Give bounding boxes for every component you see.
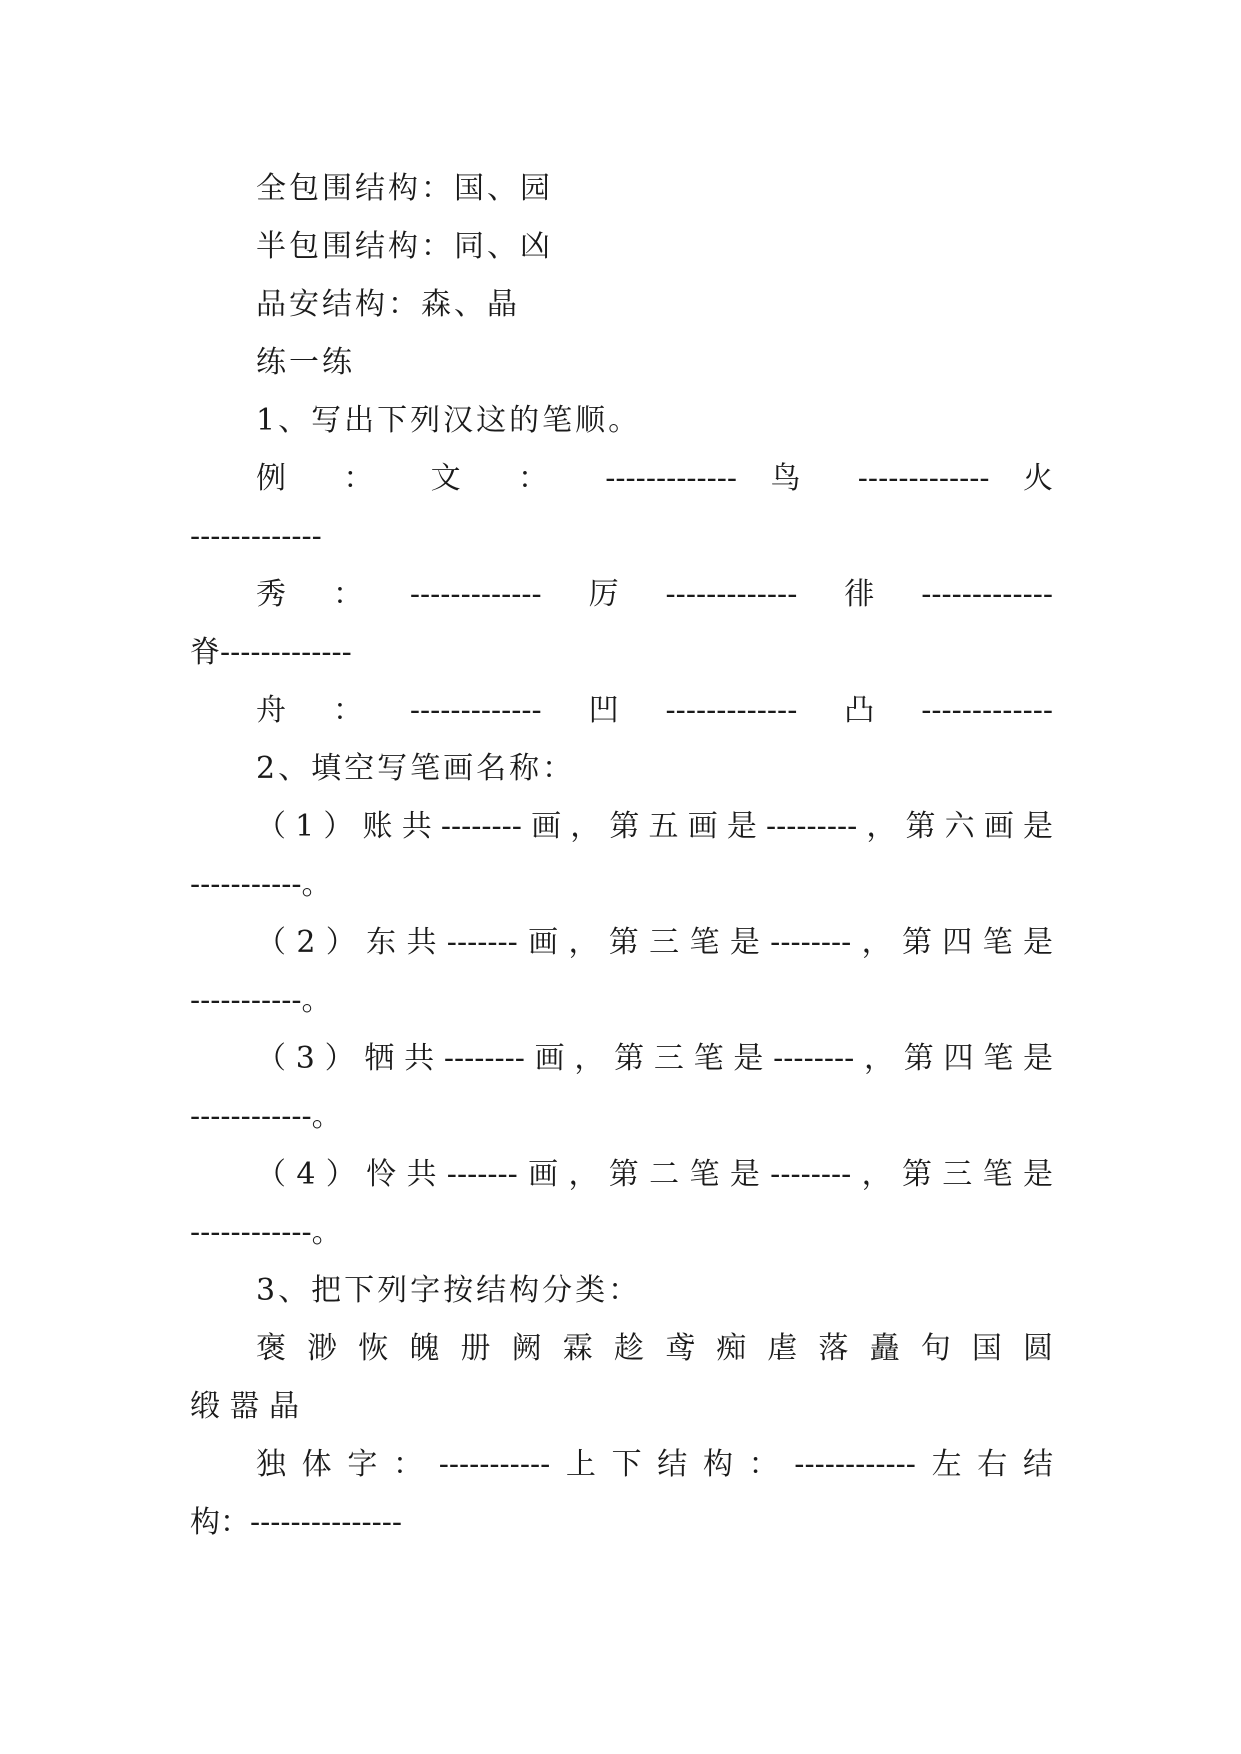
section-heading: 练一练 [256, 345, 355, 380]
text-line: （2）东共-------画，第三笔是--------，第四笔是 [256, 925, 1053, 960]
text-line: 例 ： 文 ： ------------- 鸟 ------------- 火 [256, 461, 1053, 496]
text-line: 全包围结构：国、园 [256, 171, 553, 206]
text-line: 秀：-------------厉-------------徘------------- [256, 577, 1053, 612]
question-2-title: 2、填空写笔画名称： [256, 751, 576, 786]
text-line: （3）牺共--------画，第三笔是--------，第四笔是 [256, 1041, 1053, 1076]
text-line: -----------。 [190, 867, 332, 902]
text-line: -----------。 [190, 983, 332, 1018]
text-line: 缎 嚣 晶 [190, 1389, 300, 1424]
text-line: 品安结构：森、晶 [256, 287, 520, 322]
text-line: 构：--------------- [190, 1505, 403, 1540]
text-line: 独体字：-----------上下结构：------------左右结 [256, 1447, 1053, 1482]
text-line: ------------。 [190, 1215, 342, 1250]
text-line: 舟：-------------凹-------------凸------------- [256, 693, 1053, 728]
text-line: ------------- [190, 519, 322, 554]
question-1-title: 1、写出下列汉这的笔顺。 [256, 403, 642, 438]
text-line: （1）账共--------画，第五画是---------，第六画是 [256, 809, 1053, 844]
document-page [190, 160, 1053, 1552]
text-line: ------------。 [190, 1099, 342, 1134]
text-line: 褒 渺 恢 魄 册 阙 霖 趁 鸢 痴 虐 落 矗 句 国 圆 [256, 1331, 1053, 1366]
text-line: （4）怜共-------画，第二笔是--------，第三笔是 [256, 1157, 1053, 1192]
text-line: 半包围结构：同、凶 [256, 229, 553, 264]
text-line: 脊------------- [190, 635, 352, 670]
question-3-title: 3、把下列字按结构分类： [256, 1273, 642, 1308]
